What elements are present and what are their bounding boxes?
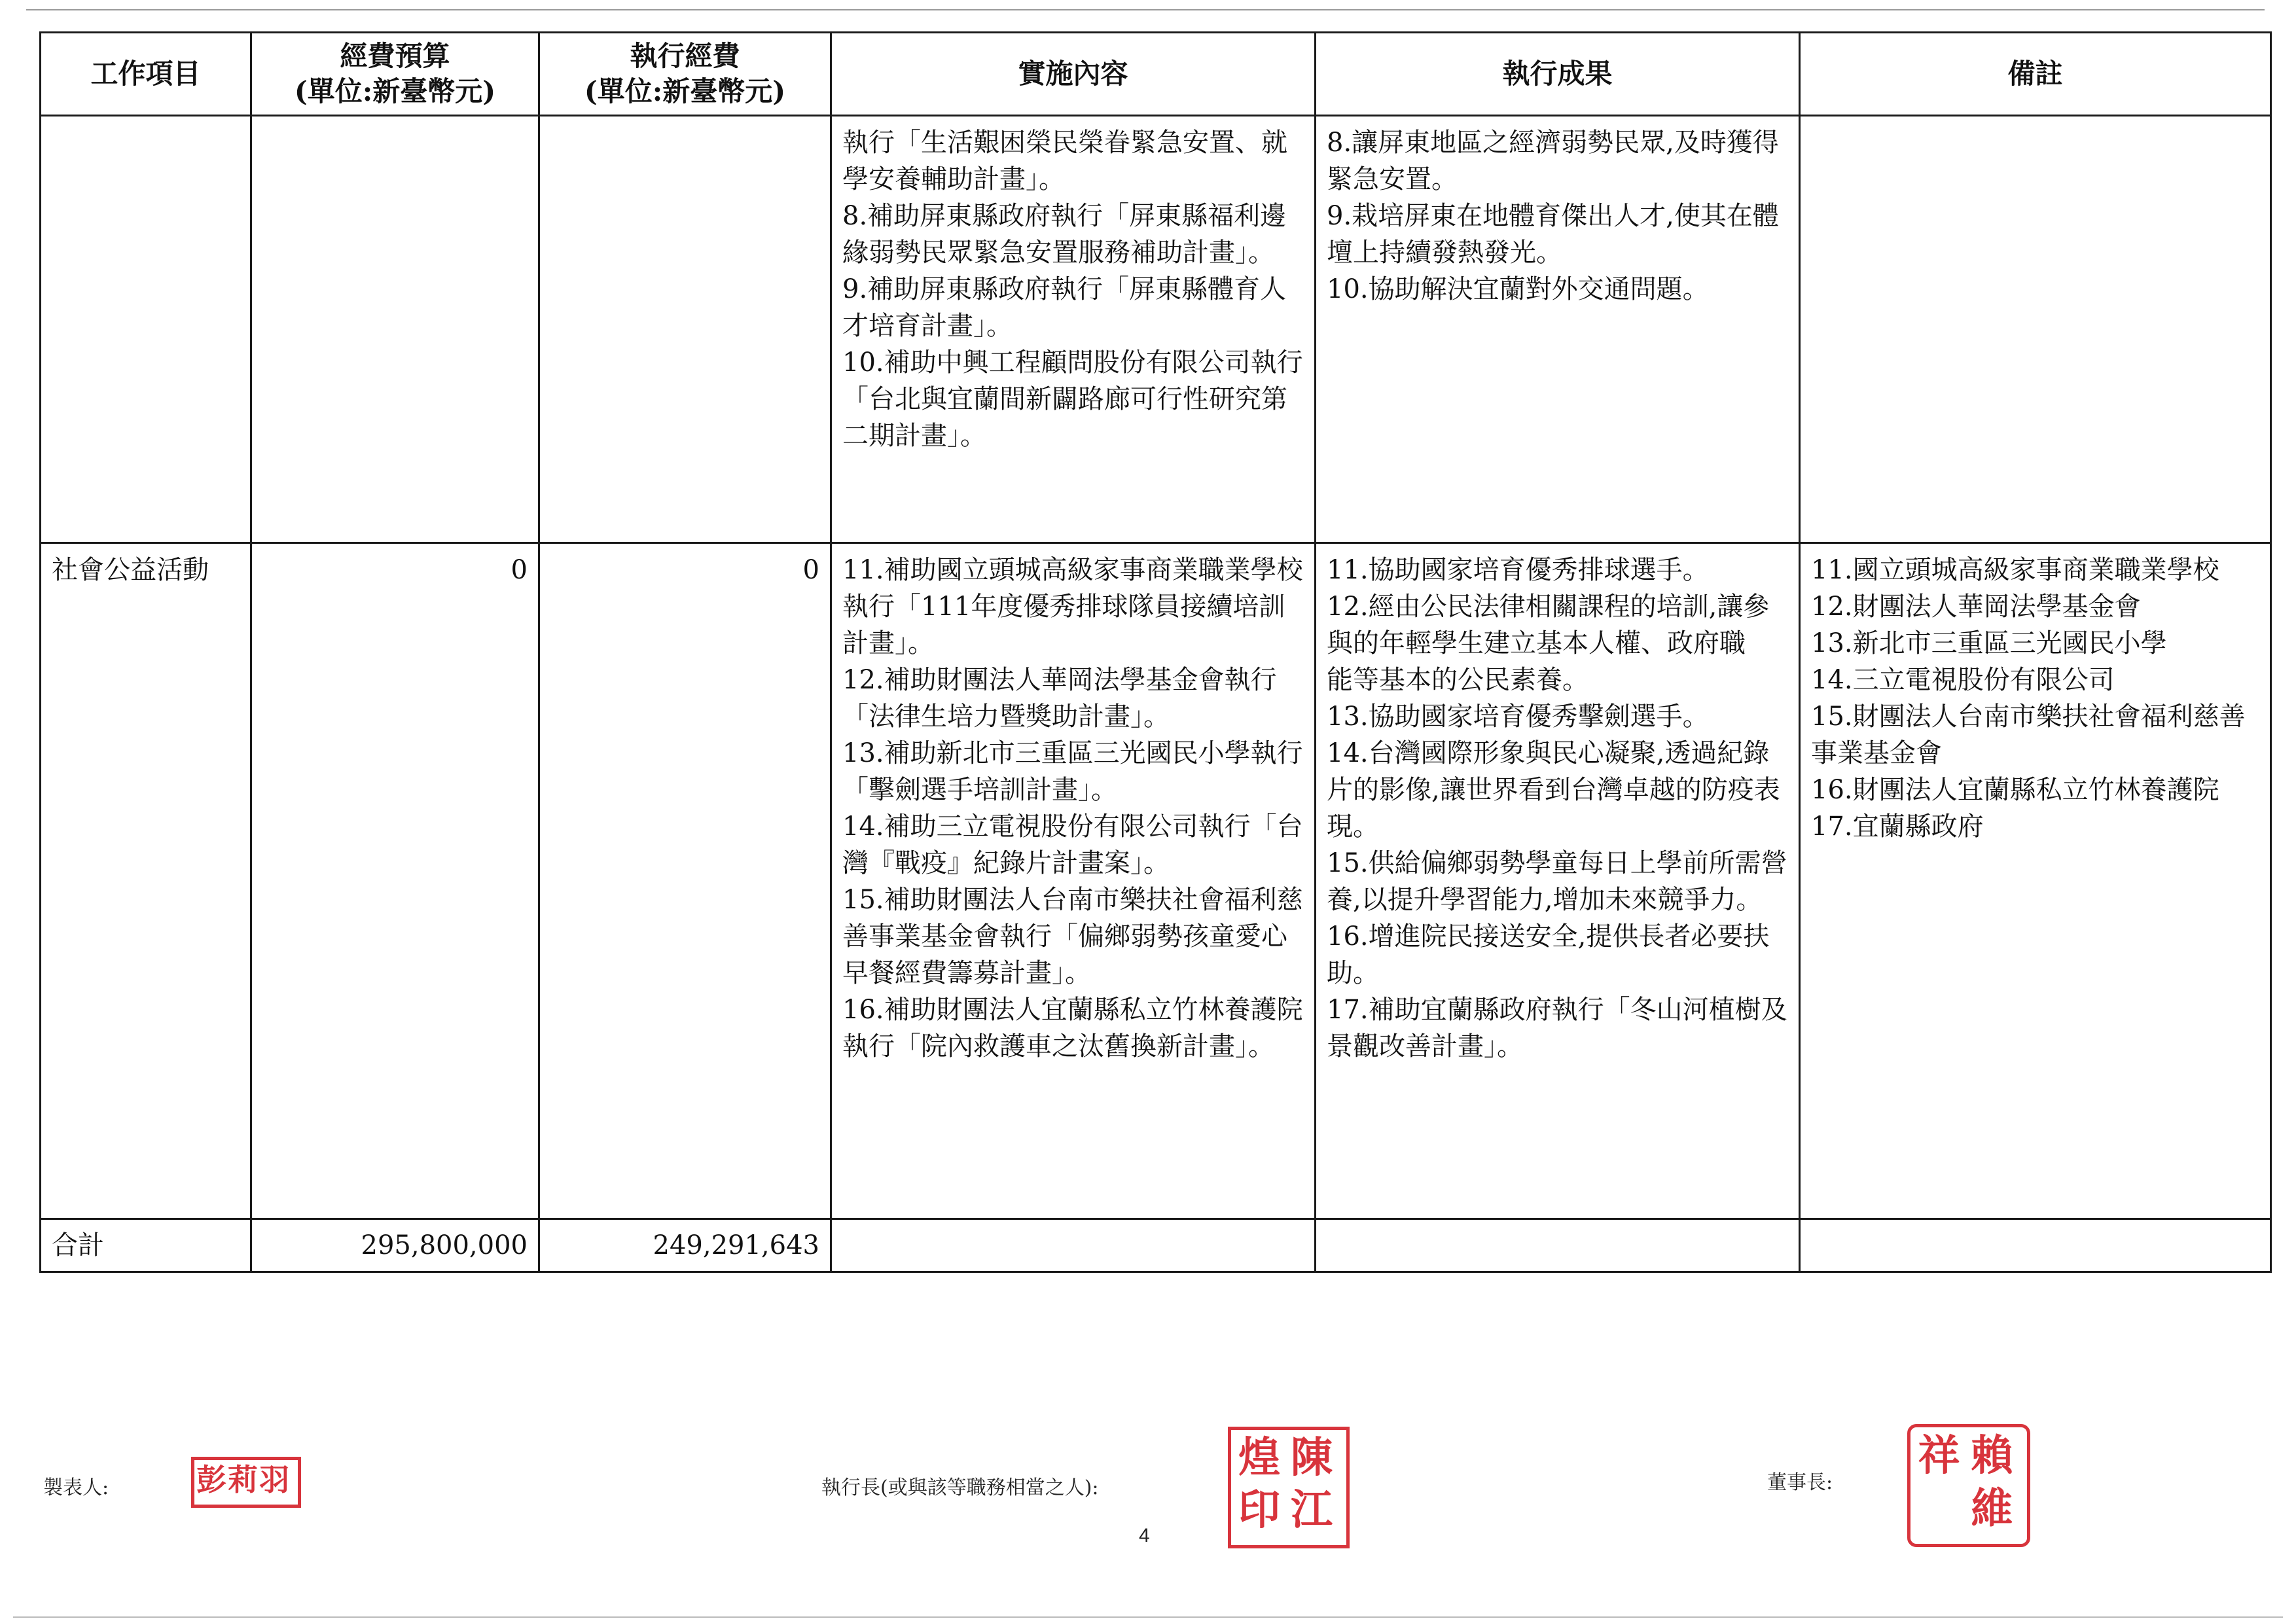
seal-glyph: 祥 [1918,1431,1960,1480]
cell-work-item: 社會公益活動 [41,543,251,1219]
seal-glyph: 印 [1238,1486,1280,1535]
cell-total-label: 合計 [41,1219,251,1272]
seal-glyph: 維 [1971,1484,2013,1533]
header-notes: 備註 [1800,33,2271,116]
cell-results: 8.讓屏東地區之經濟弱勢民眾,及時獲得緊急安置。 9.栽培屏東在地體育傑出人才,使其在體壇上持續發熱發光。 10.協助解決宜蘭對外交通問題。 [1316,116,1800,543]
cell-budget: 0 [251,543,539,1219]
header-spent-unit: (單位:新臺幣元) [584,75,786,107]
header-budget [251,33,539,116]
cell-notes [1800,1219,2271,1272]
preparer-seal-text: 彭莉羽 [196,1462,291,1497]
seal-glyph: 陳 [1291,1433,1333,1482]
preparer-seal [191,1457,301,1508]
page-number: 4 [1139,1525,1150,1546]
header-spent-title: 執行經費 [630,40,740,72]
cell-results [1316,1219,1800,1272]
cell-spent: 0 [539,543,831,1219]
ceo-label: 執行長(或與該等職務相當之人): [821,1476,1099,1499]
cell-work-item [41,116,251,543]
chairman-seal [1907,1424,2030,1547]
chairman-seal-text [1912,1429,2018,1535]
header-spent [539,33,831,116]
chairman-label: 董事長: [1767,1471,1833,1494]
cell-content: 執行「生活艱困榮民榮眷緊急安置、就學安養輔助計畫」。 8.補助屏東縣政府執行「屏東縣福利邊緣弱勢民眾緊急安置服務補助計畫」。 9.補助屏東縣政府執行「屏東縣體育人才培育計畫」。 10.補助中興工程顧問股份有限公司執行「台北與宜蘭間新闢路廊可行性研究第二期計畫」。 [831,116,1316,543]
preparer-label: 製表人: [43,1476,109,1499]
header-budget-title: 經費預算 [340,40,450,72]
cell-notes [1800,116,2271,543]
page-bottom-rule [13,1616,2283,1618]
seal-glyph: 賴 [1971,1431,2013,1480]
cell-total-budget: 295,800,000 [251,1219,539,1272]
cell-spent [539,116,831,543]
cell-budget [251,116,539,543]
page-top-rule [26,9,2265,10]
seal-glyph: 江 [1291,1486,1333,1535]
header-work-item: 工作項目 [41,33,251,116]
ceo-seal-text [1233,1432,1338,1537]
table-row-social-welfare [41,543,2271,1219]
cell-total-spent: 249,291,643 [539,1219,831,1272]
report-table [39,31,2272,1273]
seal-glyph: 煌 [1238,1433,1280,1482]
cell-content: 11.補助國立頭城高級家事商業職業學校執行「111年度優秀排球隊員接續培訓計畫」。 12.補助財團法人華岡法學基金會執行「法律生培力暨獎助計畫」。 13.補助新北市三重區三光國民小學執行「擊劍選手培訓計畫」。 14.補助三立電視股份有限公司執行「台灣『戰疫』紀錄片計畫案」。 15.補助財團法人台南市樂扶社會福利慈善事業基金會執行「偏鄉弱勢孩童愛心早餐經費籌募計畫」。 16.補助財團法人宜蘭縣私立竹林養護院執行「院內救護車之汰舊換新計畫」。 [831,543,1316,1219]
table-header-row [41,33,2271,116]
table-row-total [41,1219,2271,1272]
header-budget-unit: (單位:新臺幣元) [294,75,496,107]
cell-results: 11.協助國家培育優秀排球選手。 12.經由公民法律相關課程的培訓,讓參與的年輕學生建立基本人權、政府職 能等基本的公民素養。 13.協助國家培育優秀擊劍選手。 14.台灣國際形象與民心凝聚,透過紀錄片的影像,讓世界看到台灣卓越的防疫表 現。 15.供給偏鄉弱勢學童每日上學前所需營養,以提升學習能力,增加未來競爭力。 16.增進院民接送安全,提供長者必要扶助。 17.補助宜蘭縣政府執行「冬山河植樹及景觀改善計畫」。 [1316,543,1800,1219]
ceo-seal [1228,1427,1350,1548]
cell-content [831,1219,1316,1272]
header-results: 執行成果 [1316,33,1800,116]
cell-notes: 11.國立頭城高級家事商業職業學校 12.財團法人華岡法學基金會 13.新北市三重區三光國民小學 14.三立電視股份有限公司 15.財團法人台南市樂扶社會福利慈善事業基金會 16.財團法人宜蘭縣私立竹林養護院 17.宜蘭縣政府 [1800,543,2271,1219]
table-row-continued [41,116,2271,543]
header-content: 實施內容 [831,33,1316,116]
